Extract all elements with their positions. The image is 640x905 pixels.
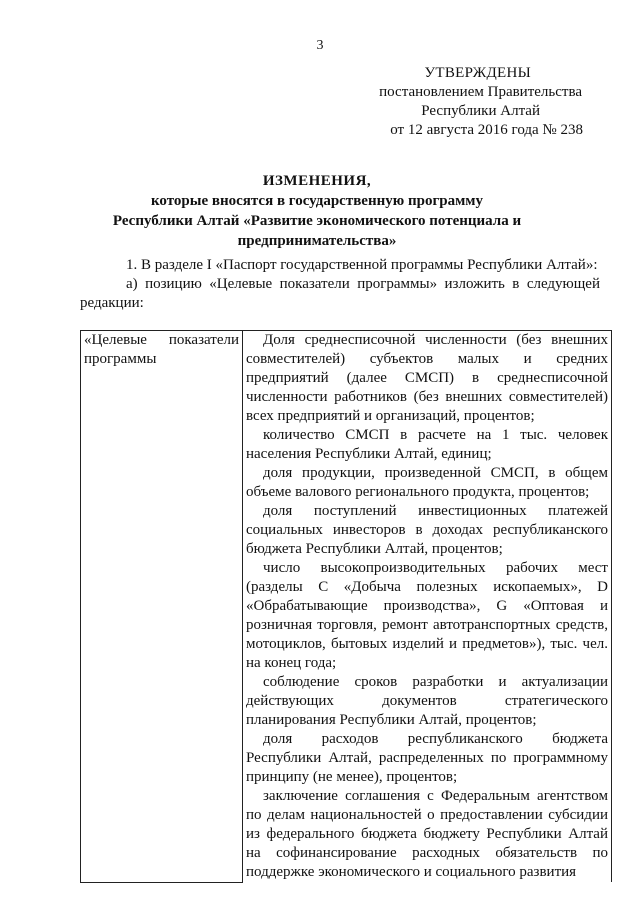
table-content-cell	[243, 331, 612, 883]
approval-by: постановлением Правительства	[379, 84, 582, 100]
approval-approved: УТВЕРЖДЕНЫ	[424, 65, 531, 81]
indicator-item: число высокопроизводительных рабочих мест (разделы C «Добыча полезных ископаемых», D «Обрабатывающие производства», G «Оптовая и розничная торговля, ремонт автотранспортных средств, мотоциклов, бытовых изделий и предметов»), тыс. чел. на конец года;	[246, 560, 608, 671]
intro-text	[80, 256, 600, 313]
table-viewport	[0, 330, 640, 880]
title-line: которые вносятся в государственную программу	[150, 193, 484, 209]
indicator-item: доля расходов республиканского бюджета Республики Алтай, распределенных по программному принципу (не менее), процентов;	[246, 731, 608, 785]
approval-stamp	[0, 64, 583, 140]
title-line: Республики Алтай «Развитие экономического потенциала и	[112, 213, 522, 229]
table-row	[81, 331, 612, 883]
title-main: ИЗМЕНЕНИЯ,	[262, 173, 372, 189]
document-title	[110, 171, 524, 251]
indicator-item: доля поступлений инвестиционных платежей социальных инвесторов в доходах республиканского бюджета Республики Алтай, процентов;	[246, 503, 608, 557]
intro-paragraph: а) позицию «Целевые показатели программы» изложить в следующей редакции:	[80, 276, 600, 311]
indicator-item: количество СМСП в расчете на 1 тыс. человек населения Республики Алтай, единиц;	[246, 427, 608, 462]
indicators-table	[80, 330, 612, 883]
indicator-item: Доля среднесписочной численности (без внешних совместителей) субъектов малых и средних предприятий (далее СМСП) в среднесписочной численности работников (без внешних совместителей) всех предприятий и организаций, процентов;	[246, 332, 608, 424]
indicator-item: заключение соглашения с Федеральным агентством по делам национальностей о предоставлении субсидии из федерального бюджета бюджету Республики Алтай на софинансирование расходных обязательств по поддержке экономического и социального развития	[246, 788, 608, 880]
title-line: предпринимательства»	[237, 233, 397, 249]
page-number: 3	[316, 38, 324, 53]
table-label-cell: «Целевые показатели программы	[81, 331, 243, 883]
intro-paragraph: 1. В разделе I «Паспорт государственной программы Республики Алтай»:	[126, 257, 598, 273]
indicator-item: соблюдение сроков разработки и актуализации действующих документов стратегического планирования Республики Алтай, процентов;	[246, 674, 608, 728]
indicator-item: доля продукции, произведенной СМСП, в общем объеме валового регионального продукта, процентов;	[246, 465, 608, 500]
approval-republic: Республики Алтай	[421, 103, 540, 119]
approval-date: от 12 августа 2016 года № 238	[390, 122, 583, 138]
